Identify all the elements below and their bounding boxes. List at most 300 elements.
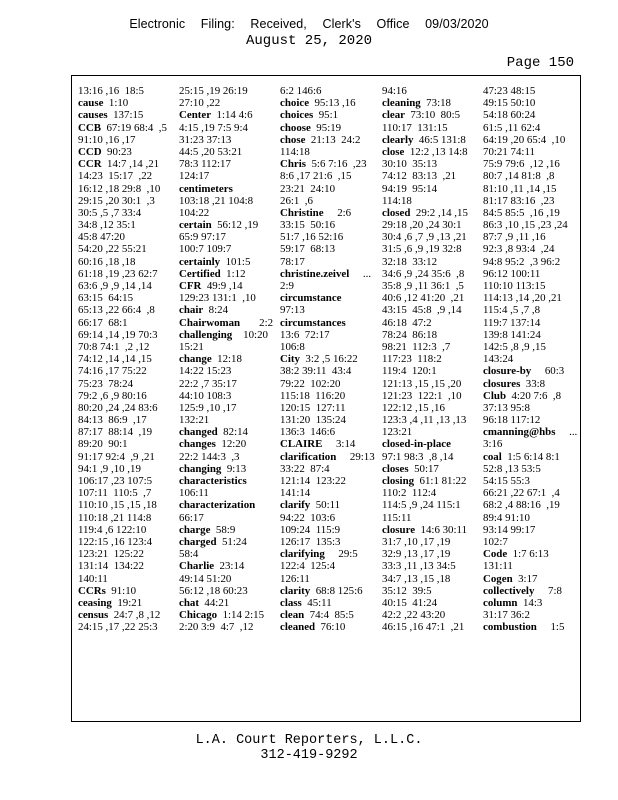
index-entry <box>382 548 468 560</box>
index-refs: 115:18 116:20 <box>280 389 346 402</box>
index-entry <box>483 280 577 292</box>
index-entry <box>78 402 167 414</box>
index-entry <box>280 487 375 499</box>
index-entry <box>179 560 273 572</box>
index-entry <box>483 378 577 390</box>
index-refs: 76:10 <box>315 621 346 634</box>
index-term: clearly <box>382 133 414 146</box>
index-entry <box>78 560 167 572</box>
index-entry <box>483 317 577 329</box>
index-entry <box>280 207 375 219</box>
index-entry <box>483 329 577 341</box>
index-refs: 24:15 ,17 ,22 25:3 <box>78 621 158 634</box>
index-refs: 93:14 99:17 <box>483 523 536 536</box>
index-refs: 110:10 113:15 <box>483 280 546 292</box>
index-refs: 8:6 ,17 21:6 ,15 <box>280 170 352 183</box>
index-entry <box>179 426 273 438</box>
index-entry <box>179 438 273 450</box>
index-entry <box>382 158 468 170</box>
index-refs: 80:7 ,14 81:8 ,8 <box>483 170 555 183</box>
index-refs: 70:21 74:11 <box>483 145 535 158</box>
index-entry <box>483 134 577 146</box>
index-entry <box>78 292 167 304</box>
index-entry <box>78 524 167 536</box>
index-term: charge <box>179 523 211 536</box>
index-refs: 56:12 ,18 60:23 <box>179 584 248 597</box>
index-entry <box>179 378 273 390</box>
index-refs: 34:7 ,13 ,15 ,18 <box>382 572 451 585</box>
index-entry <box>280 573 375 585</box>
index-entry <box>78 451 167 463</box>
index-entry <box>382 390 468 402</box>
index-refs: 121:14 123:22 <box>280 475 346 487</box>
index-refs: 14:23 15:17 ,22 <box>78 170 153 183</box>
index-refs: 65:9 97:17 <box>179 231 226 244</box>
index-refs: 12:2 ,13 14:8 <box>404 145 468 158</box>
index-entry <box>483 341 577 353</box>
index-term: charged <box>179 535 217 548</box>
index-refs: 103:18 ,21 104:8 <box>179 194 254 207</box>
index-refs: 1:10 <box>103 97 129 110</box>
index-entry <box>179 414 273 426</box>
index-entry <box>179 280 273 292</box>
index-refs: 43:15 45:8 ,9 ,14 <box>382 304 462 317</box>
index-refs: 123:21 <box>382 426 413 439</box>
index-refs: 119:7 137:14 <box>483 316 541 329</box>
index-entry <box>179 402 273 414</box>
index-refs: 121:13 ,15 ,15 ,20 <box>382 377 462 390</box>
index-term: chose <box>280 133 306 146</box>
index-entry <box>78 170 167 182</box>
index-term: Chris <box>280 158 307 171</box>
index-refs: 3:17 <box>512 572 538 585</box>
index-refs: 25:15 ,19 26:19 <box>179 85 248 97</box>
index-refs: 29:13 <box>336 450 375 463</box>
index-entry <box>382 499 468 511</box>
index-term: CCRs <box>78 584 106 597</box>
index-entry <box>179 609 273 621</box>
index-refs: 30:4 ,6 ,7 ,9 ,13 ,21 <box>382 231 467 244</box>
index-refs: 124:17 <box>179 170 210 183</box>
index-term: closed <box>382 206 411 219</box>
index-entry <box>483 573 577 585</box>
index-entry <box>382 329 468 341</box>
index-term: chair <box>179 304 204 317</box>
index-entry <box>382 414 468 426</box>
index-entry <box>179 463 273 475</box>
index-refs: 61:1 81:22 <box>414 475 467 487</box>
index-refs: 50:11 <box>310 499 341 512</box>
index-entry <box>78 109 167 121</box>
index-entry <box>280 329 375 341</box>
index-term: closes <box>382 462 409 475</box>
index-entry <box>483 231 577 243</box>
index-entry <box>179 207 273 219</box>
index-term: change <box>179 353 212 366</box>
index-entry <box>382 292 468 304</box>
index-refs: 79:2 ,6 ,9 80:16 <box>78 389 147 402</box>
index-refs: 92:3 ,8 93:4 ,24 <box>483 243 555 256</box>
index-refs: 22:2 144:3 ,3 <box>179 450 240 463</box>
index-entry <box>280 243 375 255</box>
index-refs: 6:2 146:6 <box>280 85 322 97</box>
index-entry <box>280 463 375 475</box>
index-refs: 59:17 68:13 <box>280 243 336 256</box>
index-entry <box>280 280 375 292</box>
index-entry <box>78 146 167 158</box>
index-refs: 141:14 <box>280 487 311 500</box>
index-refs: 115:11 <box>382 511 412 524</box>
index-refs: 12:18 <box>211 353 242 366</box>
index-term: combustion <box>483 621 537 634</box>
index-entry <box>78 609 167 621</box>
index-entry <box>280 475 375 487</box>
index-entry <box>280 231 375 243</box>
index-entry <box>179 146 273 158</box>
index-term: close <box>382 145 405 158</box>
index-refs: 74:12 83:13 ,21 <box>382 170 457 183</box>
index-refs: 66:21 ,22 67:1 ,4 <box>483 487 560 500</box>
index-refs: ... <box>349 267 372 280</box>
index-refs: 14:3 <box>517 596 543 609</box>
index-entry <box>382 268 468 280</box>
index-refs: 68:2 ,4 88:16 ,19 <box>483 499 560 512</box>
index-refs: 1:14 2:15 <box>217 609 265 622</box>
index-entry <box>179 195 273 207</box>
index-entry <box>382 183 468 195</box>
index-term: changes <box>179 438 216 451</box>
index-entry <box>78 585 167 597</box>
index-term: CCD <box>78 145 102 158</box>
index-term: causes <box>78 109 108 122</box>
index-entry <box>78 207 167 219</box>
index-entry <box>280 170 375 182</box>
index-refs: 31:5 ,6 ,9 ,19 32:8 <box>382 243 462 256</box>
index-entry <box>382 536 468 548</box>
index-entry <box>179 512 273 524</box>
index-column-1 <box>78 85 167 633</box>
index-term: Club <box>483 389 507 402</box>
index-entry <box>382 134 468 146</box>
index-refs: 106:17 ,23 107:5 <box>78 475 153 487</box>
index-term: Cogen <box>483 572 513 585</box>
index-entry <box>280 158 375 170</box>
index-entry <box>483 390 577 402</box>
index-refs: 58:4 <box>179 548 199 561</box>
index-refs: 110:2 112:4 <box>382 487 437 500</box>
index-refs: 109:24 115:9 <box>280 523 341 536</box>
index-refs: 74:16 ,17 75:22 <box>78 365 147 378</box>
index-entry <box>483 207 577 219</box>
index-entry <box>483 292 577 304</box>
index-term: certainly <box>179 255 221 268</box>
index-entry <box>179 524 273 536</box>
index-entry <box>382 609 468 621</box>
index-entry <box>483 219 577 231</box>
index-refs: 110:10 ,15 ,15 ,18 <box>78 499 157 512</box>
index-entry <box>78 243 167 255</box>
index-refs: 60:3 <box>531 365 565 378</box>
index-refs: 70:8 74:1 ,2 ,12 <box>78 340 150 353</box>
index-entry <box>280 438 375 450</box>
index-refs: 115:4 ,5 ,7 ,8 <box>483 304 541 317</box>
index-entry <box>280 365 375 377</box>
index-term: choices <box>280 109 314 122</box>
index-entry <box>78 438 167 450</box>
index-entry <box>78 353 167 365</box>
index-entry <box>280 536 375 548</box>
index-refs: 33:22 87:4 <box>280 462 330 475</box>
index-entry <box>382 170 468 182</box>
index-entry <box>179 499 273 511</box>
index-entry <box>78 122 167 134</box>
index-entry <box>78 487 167 499</box>
index-entry <box>280 353 375 365</box>
index-term: CFR <box>179 280 202 292</box>
index-refs: 4:20 7:6 ,8 <box>506 389 562 402</box>
index-refs: 97:1 98:3 ,8 ,14 <box>382 450 454 463</box>
index-refs: 106:11 <box>179 487 209 500</box>
index-refs: 114:18 <box>382 194 412 207</box>
index-term: Charlie <box>179 560 215 573</box>
index-entry <box>382 597 468 609</box>
index-refs: 35:8 ,9 ,11 36:1 ,5 <box>382 280 464 292</box>
index-entry <box>483 353 577 365</box>
index-entry <box>280 85 375 97</box>
index-entry <box>382 243 468 255</box>
index-refs: 104:22 <box>179 206 210 219</box>
index-refs: 89:4 91:10 <box>483 511 530 524</box>
index-entry <box>483 609 577 621</box>
index-entry <box>483 597 577 609</box>
index-entry <box>179 243 273 255</box>
index-entry <box>78 304 167 316</box>
transcript-date: August 25, 2020 <box>245 33 373 49</box>
index-entry <box>280 122 375 134</box>
index-refs: 46:18 47:2 <box>382 316 432 329</box>
index-entry <box>179 268 273 280</box>
index-refs: 87:7 ,9 ,11 ,16 <box>483 231 546 244</box>
index-entry <box>280 414 375 426</box>
index-refs: 74:12 ,14 ,14 ,15 <box>78 353 152 366</box>
index-entry <box>483 451 577 463</box>
index-refs: 22:2 ,7 35:17 <box>179 377 237 390</box>
index-entry <box>483 524 577 536</box>
index-refs: 7:8 <box>534 584 562 597</box>
index-refs: 73:18 <box>420 97 451 110</box>
index-refs: 129:23 131:1 ,10 <box>179 292 256 305</box>
index-entry <box>78 134 167 146</box>
index-term: closure-by <box>483 365 532 378</box>
index-term: ceasing <box>78 596 112 609</box>
index-term: choose <box>280 121 311 134</box>
index-entry <box>382 365 468 377</box>
index-entry <box>280 548 375 560</box>
index-entry <box>78 573 167 585</box>
index-entry <box>382 219 468 231</box>
index-refs: 52:8 ,13 53:5 <box>483 462 541 475</box>
index-entry <box>382 475 468 487</box>
index-refs: 31:7 ,10 ,17 ,19 <box>382 535 451 548</box>
index-refs: 84:5 85:5 ,16 ,19 <box>483 206 560 219</box>
index-entry <box>280 341 375 353</box>
index-entry <box>483 475 577 487</box>
index-refs: 126:17 135:3 <box>280 535 341 548</box>
index-refs: 96:18 117:12 <box>483 414 541 427</box>
index-entry <box>179 329 273 341</box>
index-entry <box>78 219 167 231</box>
index-refs: 23:21 24:10 <box>280 182 336 195</box>
index-entry <box>179 317 273 329</box>
index-entry <box>483 122 577 134</box>
index-entry <box>280 317 375 329</box>
index-entry <box>382 146 468 158</box>
index-entry <box>382 573 468 585</box>
index-refs: 38:2 39:11 43:4 <box>280 365 352 378</box>
index-entry <box>179 97 273 109</box>
index-term: clarification <box>280 450 337 463</box>
index-entry <box>280 195 375 207</box>
index-entry <box>179 536 273 548</box>
index-refs: 94:8 95:2 ,3 96:2 <box>483 255 561 268</box>
index-refs: 95:19 <box>310 121 342 134</box>
index-entry <box>78 390 167 402</box>
index-refs: 136:3 146:6 <box>280 426 336 439</box>
index-refs: 66:17 <box>179 511 204 524</box>
index-term: cleaning <box>382 97 421 110</box>
index-term: coal <box>483 450 502 463</box>
index-entry <box>280 183 375 195</box>
index-refs: 63:6 ,9 ,9 ,14 ,14 <box>78 280 152 292</box>
index-refs: 119:4 120:1 <box>382 365 437 378</box>
index-entry <box>280 512 375 524</box>
index-refs: 1:7 6:13 <box>507 548 549 561</box>
index-entry <box>382 487 468 499</box>
index-refs: 44:5 ,20 53:21 <box>179 145 243 158</box>
index-entry <box>179 548 273 560</box>
index-entry <box>179 487 273 499</box>
index-term: clean <box>280 609 305 622</box>
index-entry <box>280 219 375 231</box>
index-refs: 122:4 125:4 <box>280 560 336 573</box>
index-refs: 1:12 <box>220 267 246 280</box>
index-entry <box>382 195 468 207</box>
index-entry <box>179 585 273 597</box>
index-term: clarity <box>280 584 311 597</box>
index-entry <box>78 426 167 438</box>
index-refs: 30:10 35:13 <box>382 158 438 171</box>
index-entry <box>78 536 167 548</box>
index-refs: 91:10 <box>105 584 137 597</box>
index-refs: 131:11 <box>483 560 513 573</box>
index-entry <box>382 207 468 219</box>
index-refs: 40:15 41:24 <box>382 596 438 609</box>
index-refs: 68:8 125:6 <box>310 584 363 597</box>
index-refs: 54:18 60:24 <box>483 109 536 122</box>
index-entry <box>483 536 577 548</box>
index-refs: 5:6 7:16 ,23 <box>306 158 367 171</box>
index-refs: 14:6 30:11 <box>415 523 468 536</box>
index-refs: 142:5 ,8 ,9 ,15 <box>483 340 546 353</box>
index-entry <box>382 451 468 463</box>
index-entry <box>78 268 167 280</box>
index-refs: 82:14 <box>217 426 248 439</box>
index-refs: 107:11 110:5 ,7 <box>78 487 152 500</box>
index-refs: 64:19 ,20 65:4 ,10 <box>483 133 566 146</box>
index-refs: 94:19 95:14 <box>382 182 438 195</box>
index-box <box>71 75 581 722</box>
index-refs: 94:1 ,9 ,10 ,19 <box>78 462 141 475</box>
index-refs: 33:15 50:16 <box>280 219 336 232</box>
reporter-name: L.A. Court Reporters, L.L.C. <box>195 733 423 748</box>
index-refs: 3:16 <box>483 438 503 451</box>
index-entry <box>483 463 577 475</box>
index-term: Code <box>483 548 508 561</box>
index-entry <box>483 268 577 280</box>
index-entry <box>179 475 273 487</box>
index-refs: 110:17 131:15 <box>382 121 448 134</box>
index-refs: 31:17 36:2 <box>483 609 530 622</box>
index-refs: 37:13 95:8 <box>483 401 530 414</box>
index-refs: 1:5 6:14 8:1 <box>501 450 560 463</box>
index-entry <box>179 573 273 585</box>
index-term: choice <box>280 97 310 110</box>
index-refs: 2:20 3:9 4:7 ,12 <box>179 621 254 634</box>
index-term: closures <box>483 377 521 390</box>
index-refs: 98:21 112:3 ,7 <box>382 340 451 353</box>
index-term: characteristics <box>179 475 247 487</box>
index-entry <box>78 256 167 268</box>
index-term: Certified <box>179 267 221 280</box>
index-refs: 21:13 24:2 <box>305 133 361 146</box>
index-refs: 84:13 86:9 ,17 <box>78 414 147 427</box>
index-refs: 30:5 ,5 ,7 33:4 <box>78 206 142 219</box>
index-entry <box>483 365 577 377</box>
index-refs: 100:7 109:7 <box>179 243 232 256</box>
index-refs: 44:21 <box>198 596 230 609</box>
index-refs: 73:10 80:5 <box>404 109 461 122</box>
index-entry <box>483 402 577 414</box>
index-refs: 14:22 15:23 <box>179 365 232 378</box>
index-refs: 117:23 118:2 <box>382 353 442 366</box>
index-refs: 114:5 ,9 ,24 115:1 <box>382 499 461 512</box>
index-refs: 61:5 ,11 62:4 <box>483 121 541 134</box>
index-term: Chicago <box>179 609 218 622</box>
index-entry <box>78 597 167 609</box>
index-entry <box>78 195 167 207</box>
index-refs: 90:23 <box>101 145 132 158</box>
index-refs: 29:2 ,14 ,15 <box>410 206 468 219</box>
index-term: CLAIRE <box>280 438 323 451</box>
index-entry <box>280 402 375 414</box>
index-refs: 45:8 47:20 <box>78 231 125 244</box>
index-refs: 40:6 ,12 41:20 ,21 <box>382 292 465 305</box>
index-entry <box>78 621 167 633</box>
index-entry <box>483 243 577 255</box>
index-entry <box>280 451 375 463</box>
page-number: Page 150 <box>506 55 574 71</box>
index-refs: 61:18 ,19 ,23 62:7 <box>78 267 158 280</box>
index-term: clarifying <box>280 548 325 561</box>
index-term: Center <box>179 109 212 122</box>
index-entry <box>179 158 273 170</box>
index-entry <box>483 548 577 560</box>
index-refs: 1:5 <box>536 621 565 634</box>
index-entry <box>382 231 468 243</box>
index-refs: 19:21 <box>111 596 143 609</box>
index-refs: 140:11 <box>78 572 108 585</box>
index-refs: 81:10 ,11 ,14 ,15 <box>483 182 557 195</box>
